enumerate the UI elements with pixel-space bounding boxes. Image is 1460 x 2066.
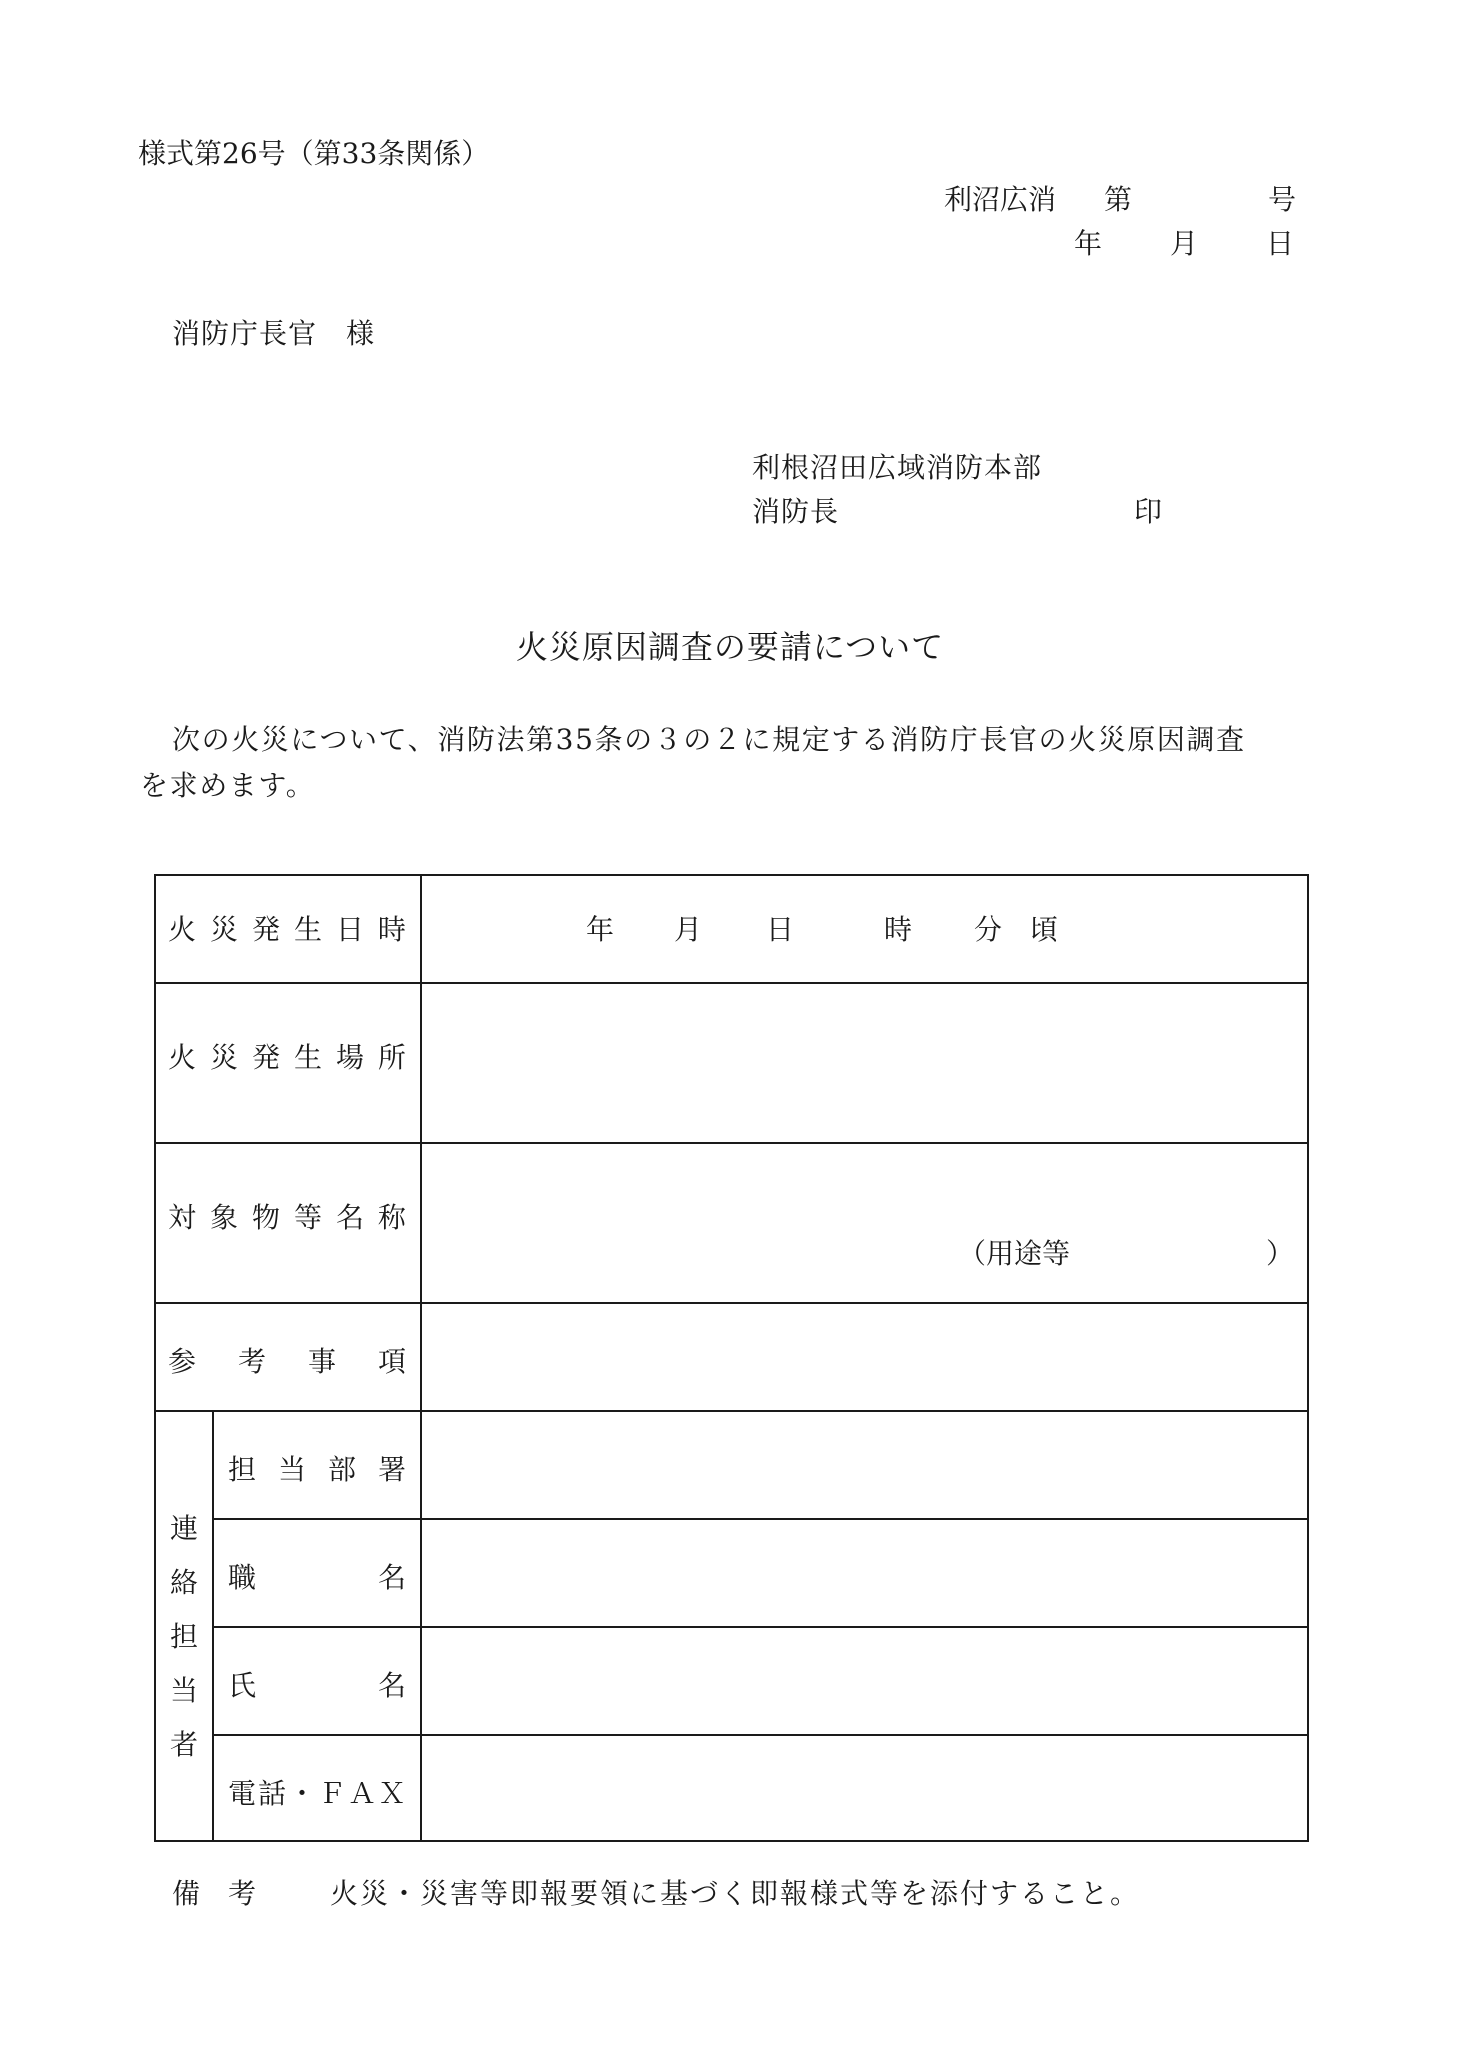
row-divider — [154, 1302, 1309, 1304]
datetime-year-unit: 年 — [586, 913, 615, 946]
department-label: 担 当 部 署 — [228, 1453, 406, 1486]
column-divider — [420, 874, 422, 1842]
datetime-minute-unit: 分 — [974, 913, 1003, 946]
datetime-hour-unit: 時 — [884, 913, 913, 946]
datetime-day-unit: 日 — [766, 913, 795, 946]
document-number-dai: 第 — [1104, 183, 1133, 216]
reference-label: 参 考 事 項 — [168, 1345, 406, 1378]
note-text: 火災・災害等即報要領に基づく即報様式等を添付すること。 — [330, 1877, 1141, 1910]
body-text-line-2: を求めます。 — [140, 769, 316, 802]
recipient: 消防庁長官 様 — [172, 317, 376, 350]
datetime-month-unit: 月 — [674, 913, 703, 946]
date-year: 年 — [1074, 227, 1103, 260]
row-divider — [212, 1626, 1309, 1628]
position-label: 職 名 — [228, 1561, 406, 1594]
form-number: 様式第26号（第33条関係） — [138, 137, 490, 170]
sender-organization: 利根沼田広域消防本部 — [752, 451, 1043, 484]
target-name-label: 対 象 物 等 名 称 — [168, 1201, 406, 1234]
name-label: 氏 名 — [228, 1669, 406, 1702]
row-divider — [154, 982, 1309, 984]
sender-title: 消防長 — [752, 495, 840, 528]
body-text-line-1: 次の火災について、消防法第35条の３の２に規定する消防庁長官の火災原因調査 — [172, 723, 1246, 756]
row-divider — [212, 1734, 1309, 1736]
date-day: 日 — [1266, 227, 1295, 260]
usage-open-label: （用途等 — [958, 1237, 1071, 1270]
datetime-approx-unit: 頃 — [1030, 913, 1059, 946]
sender-seal: 印 — [1134, 495, 1163, 528]
document-number-go: 号 — [1268, 183, 1297, 216]
contact-person-label: 連絡担当者 — [169, 1512, 198, 1761]
usage-close-paren: ） — [1266, 1237, 1295, 1270]
fire-datetime-label: 火 災 発 生 日 時 — [168, 913, 406, 946]
phone-fax-label: 電話・ＦＡＸ — [228, 1777, 409, 1810]
row-divider — [154, 1142, 1309, 1144]
document-number-prefix: 利沼広消 — [944, 183, 1057, 216]
row-divider — [154, 1410, 1309, 1412]
fire-location-label: 火 災 発 生 場 所 — [168, 1041, 406, 1074]
note-label: 備 考 — [172, 1877, 257, 1910]
date-month: 月 — [1170, 227, 1199, 260]
document-title: 火災原因調査の要請について — [515, 628, 945, 666]
column-divider — [212, 1410, 214, 1842]
row-divider — [212, 1518, 1309, 1520]
